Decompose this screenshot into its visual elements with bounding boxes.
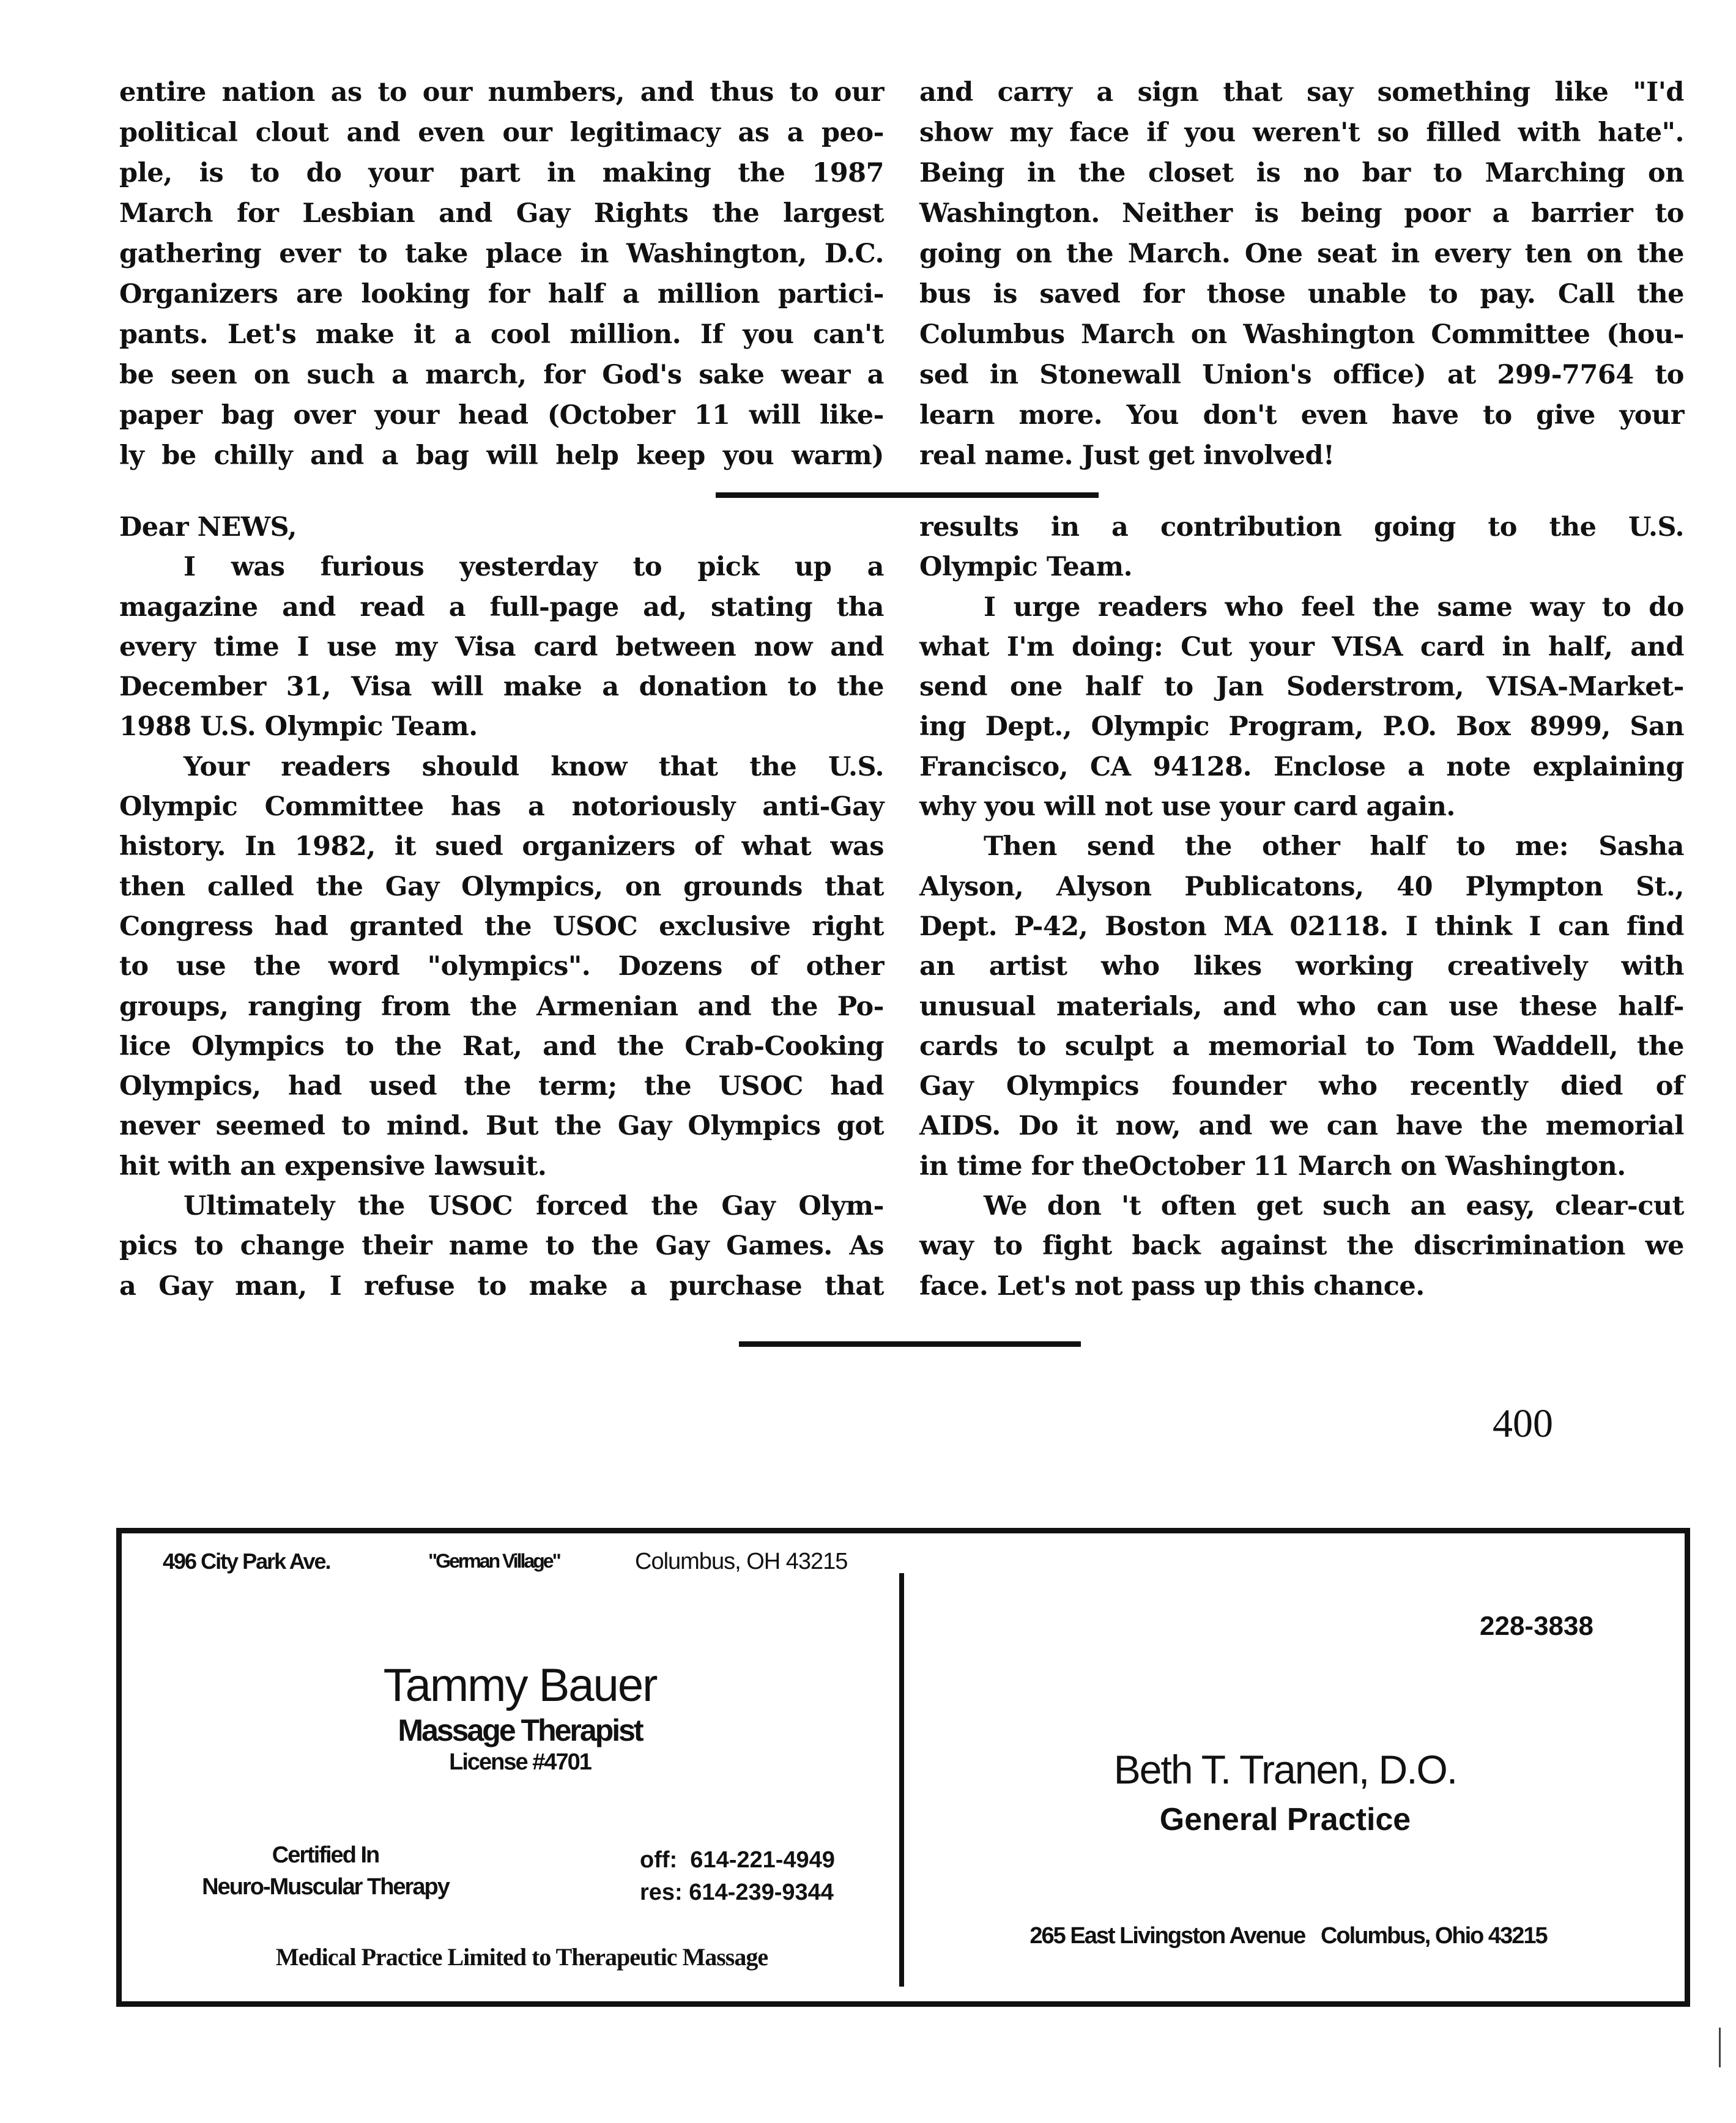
text-line: results in a contribution going to the U.S. — [919, 512, 1684, 543]
text-line: entire nation as to our numbers, and thus to our — [119, 77, 884, 108]
text-line: sed in Stonewall Union's office) at 299-7764 to — [919, 360, 1684, 390]
letter-left-column — [119, 508, 884, 1306]
text-line: learn more. You don't even have to give your — [919, 400, 1684, 431]
text-line: Francisco, CA 94128. Enclose a note explaining — [919, 751, 1684, 782]
text-line: AIDS. Do it now, and we can have the memorial — [919, 1111, 1684, 1142]
text-line: Then send the other half to me: Sasha — [984, 831, 1684, 862]
text-line: face. Let's not pass up this chance. — [919, 1270, 1425, 1302]
ad-right-address: 265 East Livingston Avenue Columbus, Ohio 43215 — [1029, 1923, 1547, 1949]
letter-right-column — [919, 508, 1684, 1306]
ad-left-city: Columbus, OH 43215 — [635, 1549, 848, 1574]
ad-left-neighborhood: "German Village" — [428, 1550, 560, 1572]
ad-left-name: Tammy Bauer — [383, 1659, 657, 1711]
ad-left-certification-2: Neuro-Muscular Therapy — [202, 1874, 449, 1900]
text-line: Alyson, Alyson Publicatons, 40 Plympton St., — [919, 871, 1684, 902]
text-line: 1988 U.S. Olympic Team. — [119, 711, 478, 743]
text-line: Gay Olympics founder who recently died of — [919, 1071, 1684, 1102]
text-line: magazine and read a full-page ad, stating tha — [119, 591, 884, 623]
text-line: bus is saved for those unable to pay. Call the — [919, 279, 1684, 309]
ad-right-phone: 228-3838 — [1480, 1611, 1593, 1641]
ad-left-title: Massage Therapist — [398, 1713, 642, 1747]
text-line: ly be chilly and a bag will help keep you warm) — [119, 440, 884, 471]
text-line: show my face if you weren't so filled with hate". — [919, 117, 1684, 148]
section-divider-rule — [716, 492, 1099, 498]
text-line: an artist who likes working creatively with — [919, 951, 1684, 982]
text-line: send one half to Jan Soderstrom, VISA-Market- — [919, 672, 1684, 703]
text-line: I urge readers who feel the same way to do — [984, 591, 1684, 623]
text-line: to use the word "olympics". Dozens of other — [119, 951, 884, 982]
text-line: Columbus March on Washington Committee (hou- — [919, 319, 1684, 350]
text-line: cards to sculpt a memorial to Tom Waddell, the — [919, 1031, 1684, 1062]
text-line: every time I use my Visa card between now and — [119, 631, 884, 662]
ad-left-home-phone: res: 614-239-9344 — [640, 1880, 834, 1905]
ad-left-license: License #4701 — [449, 1749, 591, 1775]
text-line: Organizers are looking for half a million partici- — [119, 279, 884, 309]
text-line: Olympic Team. — [919, 552, 1133, 583]
end-of-letter-rule — [739, 1341, 1081, 1347]
ad-left-tagline: Medical Practice Limited to Therapeutic Massage — [275, 1943, 768, 1971]
text-line: history. In 1982, it sued organizers of what was — [119, 831, 884, 862]
text-line: paper bag over your head (October 11 will like- — [119, 400, 884, 431]
text-line: Olympics, had used the term; the USOC had — [119, 1071, 884, 1102]
text-line: then called the Gay Olympics, on grounds that — [119, 871, 884, 902]
text-line: ing Dept., Olympic Program, P.O. Box 8999, San — [919, 711, 1684, 743]
text-line: real name. Just get involved! — [919, 440, 1335, 471]
text-line: in time for theOctober 11 March on Washington. — [919, 1150, 1626, 1182]
text-line: Congress had granted the USOC exclusive right — [119, 911, 884, 942]
ad-left-office-phone: off: 614-221-4949 — [640, 1847, 835, 1873]
text-line: gathering ever to take place in Washington, D.C. — [119, 239, 884, 269]
text-line: Dear NEWS, — [119, 512, 297, 543]
text-line: ple, is to do your part in making the 1987 — [119, 158, 884, 188]
text-line: pics to change their name to the Gay Games. As — [119, 1231, 884, 1262]
ad-left-certification-1: Certified In — [272, 1842, 379, 1868]
article-top-right-column — [919, 72, 1684, 476]
scan-edge-mark — [1719, 2028, 1721, 2067]
text-line: Being in the closet is no bar to Marching on — [919, 158, 1684, 188]
ad-right-specialty: General Practice — [1159, 1802, 1411, 1837]
text-line: hit with an expensive lawsuit. — [119, 1150, 547, 1182]
text-line: political clout and even our legitimacy as a peo- — [119, 117, 884, 148]
text-line: unusual materials, and who can use these half- — [919, 991, 1684, 1022]
ad-left-address: 496 City Park Ave. — [163, 1549, 330, 1574]
article-top-left-column — [119, 72, 884, 476]
page-number: 400 — [1493, 1401, 1553, 1446]
text-line: why you will not use your card again. — [919, 791, 1455, 823]
text-line: be seen on such a march, for God's sake wear a — [119, 360, 884, 390]
text-line: and carry a sign that say something like "I'd — [919, 77, 1684, 108]
text-line: never seemed to mind. But the Gay Olympics got — [119, 1111, 884, 1142]
ad-right-name: Beth T. Tranen, D.O. — [1113, 1747, 1457, 1792]
text-line: way to fight back against the discrimination we — [919, 1231, 1684, 1262]
ad-divider — [899, 1573, 904, 1987]
text-line: pants. Let's make it a cool million. If you can't — [119, 319, 884, 350]
text-line: Washington. Neither is being poor a barrier to — [919, 198, 1684, 229]
text-line: what I'm doing: Cut your VISA card in half, and — [919, 631, 1684, 662]
text-line: a Gay man, I refuse to make a purchase that — [119, 1270, 884, 1302]
text-line: lice Olympics to the Rat, and the Crab-Cooking — [119, 1031, 884, 1062]
text-line: Your readers should know that the U.S. — [184, 751, 884, 782]
text-line: I was furious yesterday to pick up a — [184, 552, 884, 583]
text-line: groups, ranging from the Armenian and the Po- — [119, 991, 884, 1022]
text-line: going on the March. One seat in every ten on the — [919, 239, 1684, 269]
text-line: March for Lesbian and Gay Rights the largest — [119, 198, 884, 229]
text-line: Dept. P-42, Boston MA 02118. I think I can find — [919, 911, 1684, 942]
text-line: Ultimately the USOC forced the Gay Olym- — [184, 1191, 884, 1222]
text-line: Olympic Committee has a notoriously anti-Gay — [119, 791, 884, 823]
text-line: We don 't often get such an easy, clear-cut — [984, 1191, 1684, 1222]
text-line: December 31, Visa will make a donation to the — [119, 672, 884, 703]
